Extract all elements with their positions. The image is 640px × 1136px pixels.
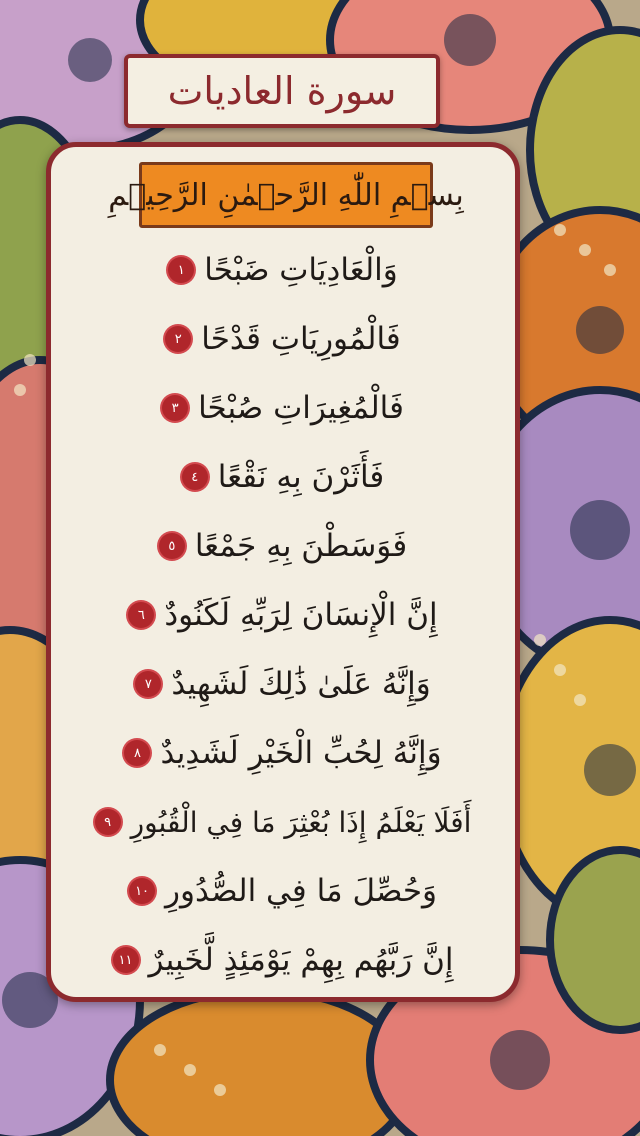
ayat-card [46,142,520,1002]
ayah-text: وَإِنَّهُ لِحُبِّ الْخَيْرِ لَشَدِيدٌ [160,735,442,771]
ayah-number-badge: ٥ [159,533,185,559]
surah-title: سورة العاديات [167,69,397,113]
ayah-line [71,723,495,783]
ayah-text: وَالْعَادِيَاتِ ضَبْحًا [204,252,398,288]
ayah-number-badge: ٦ [128,602,154,628]
basmala-banner [108,162,464,228]
ayah-line [71,792,495,852]
ayah-line [71,516,495,576]
ayah-line [71,447,495,507]
ayah-text: وَإِنَّهُ عَلَىٰ ذَٰلِكَ لَشَهِيدٌ [171,666,431,702]
ayah-line [71,585,495,645]
ayah-text: أَفَلَا يَعْلَمُ إِذَا بُعْثِرَ مَا فِي الْقُبُورِ [130,805,472,839]
ayah-number-badge: ٤ [182,464,208,490]
ayah-text: وَحُصِّلَ مَا فِي الصُّدُورِ [165,873,437,909]
ayah-number-badge: ٨ [124,740,150,766]
ayah-number-badge: ١ [168,257,194,283]
ayah-text: فَالْمُغِيرَاتِ صُبْحًا [198,390,404,426]
ayah-text: فَأَثَرْنَ بِهِ نَقْعًا [217,459,385,495]
ayah-line [71,309,495,369]
ayah-number-badge: ١١ [113,947,139,973]
ayah-line [71,378,495,438]
ayah-number-badge: ٧ [135,671,161,697]
ayah-number-badge: ٢ [165,326,191,352]
ayah-text: فَالْمُورِيَاتِ قَدْحًا [201,321,401,357]
ayah-text: فَوَسَطْنَ بِهِ جَمْعًا [194,528,408,564]
ayah-text: إِنَّ رَبَّهُم بِهِمْ يَوْمَئِذٍ لَّخَبِيرٌ [148,942,454,978]
ayah-line [71,654,495,714]
surah-title-box [124,54,440,128]
ayah-line [71,861,495,921]
ayah-number-badge: ٩ [95,809,121,835]
ayah-text: إِنَّ الْإِنسَانَ لِرَبِّهِ لَكَنُودٌ [164,597,438,633]
ayah-number-badge: ٣ [162,395,188,421]
basmala-text: بِسۡمِ اللّٰهِ الرَّحۡمٰنِ الرَّحِيۡمِ [108,177,464,213]
ayah-number-badge: ١٠ [129,878,155,904]
ayah-line [71,240,495,300]
ayah-line [71,930,495,990]
